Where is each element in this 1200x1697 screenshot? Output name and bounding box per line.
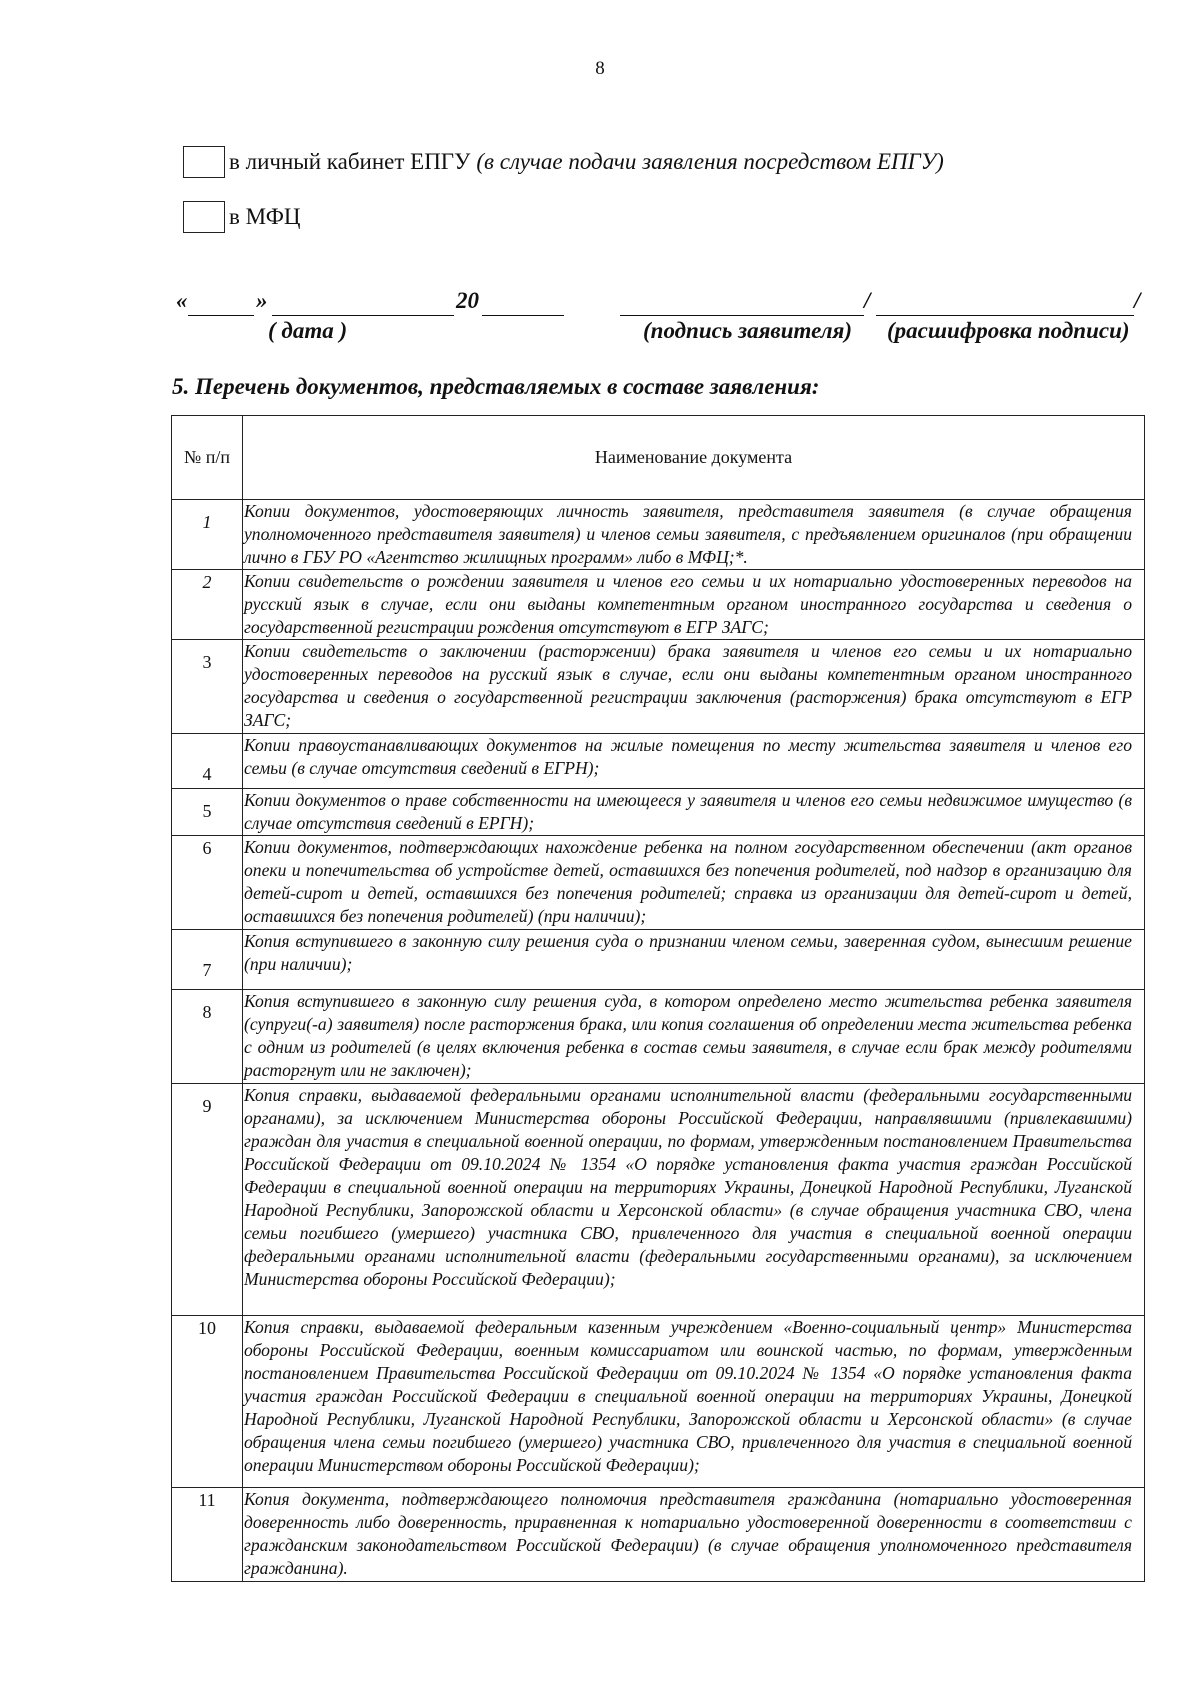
row-number: 10 (172, 1316, 243, 1488)
row-document-name: Копии свидетельств о рождении заявителя и членов его семьи и их нотариально удостоверенных переводов на русский язык в случае, если они выданы компетентным органом иностранного государства и сведения о государственной регистрации рождения отсутствуют в ЕГР ЗАГС; (243, 570, 1145, 640)
signature-field[interactable] (620, 291, 864, 316)
date-caption: ( дата ) (268, 318, 348, 343)
date-year-prefix: 20 (456, 288, 479, 313)
table-row (172, 836, 1145, 930)
table-row (172, 990, 1145, 1084)
table-row (172, 570, 1145, 640)
signature-slash: / (864, 288, 871, 313)
documents-table (171, 415, 1145, 1582)
row-number: 6 (172, 836, 243, 930)
date-day-field[interactable] (188, 291, 254, 316)
date-year-field[interactable] (482, 291, 564, 316)
table-row (172, 930, 1145, 990)
signature-end-slash: / (1134, 288, 1141, 313)
date-open-quote: « (176, 288, 188, 313)
signature-caption: (подпись заявителя) (643, 318, 853, 343)
row-document-name: Копия справки, выдаваемой федеральным казенным учреждением «Военно-социальный центр» Министерства обороны Российской Федерации, военным комиссариатом или воинской частью, по формам, утвержденным постановлением Правительства Российской Федерации от 09.10.2024 № 1354 «О порядке установления факта участия граждан Российской Федерации в специальной военной операции на территориях Украины, Донецкой Народной Республики, Луганской Народной Республики, Запорожской области и Херсонской области» (в случае обращения члена семьи погибшего (умершего) участника СВО, привлеченного для участия в специальной военной операции Министерством обороны Российской Федерации); (243, 1316, 1145, 1488)
table-row (172, 1084, 1145, 1316)
table-row (172, 640, 1145, 734)
option-epgu-label: в личный кабинет ЕПГУ (229, 149, 471, 174)
date-month-field[interactable] (272, 291, 454, 316)
row-number: 2 (172, 570, 243, 640)
checkbox-mfc[interactable] (183, 201, 225, 233)
row-number: 1 (172, 500, 243, 570)
header-num: № п/п (172, 416, 243, 500)
date-close-quote: » (256, 288, 268, 313)
decoding-caption: (расшифровка подписи) (887, 318, 1130, 343)
option-epgu-note: (в случае подачи заявления посредством ЕПГУ) (476, 149, 944, 174)
row-document-name: Копия документа, подтверждающего полномочия представителя гражданина (нотариально удостоверенная доверенность либо доверенность, приравненная к нотариально удостоверенной доверенности в соответствии с гражданским законодательством Российской Федерации) (в случае обращения уполномоченного представителя гражданина). (243, 1488, 1145, 1582)
table-row (172, 734, 1145, 789)
row-number: 8 (172, 990, 243, 1084)
row-document-name: Копии правоустанавливающих документов на жилые помещения по месту жительства заявителя и членов его семьи (в случае отсутствия сведений в ЕГРН); (243, 734, 1145, 789)
row-document-name: Копия вступившего в законную силу решения суда, в котором определено место жительства ребенка заявителя (супруги(-а) заявителя) после расторжения брака, или копия соглашения об определении места жительства ребенка с одним из родителей (в целях включения ребенка в состав семьи заявителя, в случае если брак между родителями расторгнут или не заключен); (243, 990, 1145, 1084)
header-name: Наименование документа (243, 416, 1145, 500)
row-document-name: Копии документов, удостоверяющих личность заявителя, представителя заявителя (в случае обращения уполномоченного представителя заявителя) и членов семьи заявителя, с предъявлением оригиналов (при обращении лично в ГБУ РО «Агентство жилищных программ» либо в МФЦ;*. (243, 500, 1145, 570)
page-number: 8 (595, 58, 605, 79)
row-document-name: Копии документов, подтверждающих нахождение ребенка на полном государственном обеспечении (акт органов опеки и попечительства об устройстве детей, оставшихся без попечения родителей, под надзор в организацию для детей-сирот и детей, оставшихся без попечения родителей; справка из организации для детей-сирот и детей, оставшихся без попечения родителей) (при наличии); (243, 836, 1145, 930)
row-number: 9 (172, 1084, 243, 1316)
table-row (172, 500, 1145, 570)
row-number: 4 (172, 734, 243, 789)
table-header-row (172, 416, 1145, 500)
option-epgu[interactable] (183, 146, 944, 178)
checkbox-epgu[interactable] (183, 146, 225, 178)
table-row (172, 1488, 1145, 1582)
row-number: 11 (172, 1488, 243, 1582)
option-mfc-label: в МФЦ (229, 204, 301, 229)
row-document-name: Копия справки, выдаваемой федеральными органами исполнительной власти (федеральными государственными органами), за исключением Министерства обороны Российской Федерации, направлявшими (привлекавшими) граждан для участия в специальной военной операции, по формам, утвержденным постановлением Правительства Российской Федерации от 09.10.2024 № 1354 «О порядке установления факта участия граждан Российской Федерации в специальной военной операции на территориях Украины, Донецкой Народной Республики, Луганской Народной Республики, Запорожской области и Херсонской области» (в случае обращения участника СВО, члена семьи погибшего (умершего) участника СВО, привлеченного для участия в специальной военной операции федеральными органами исполнительной власти (федеральными государственными органами), за исключением Министерства обороны Российской Федерации); (243, 1084, 1145, 1316)
table-row (172, 789, 1145, 836)
section-title: 5. Перечень документов, представляемых в составе заявления: (172, 374, 820, 399)
row-document-name: Копии свидетельств о заключении (расторжении) брака заявителя и членов его семьи и их нотариально удостоверенных переводов на русский язык в случае, если они выданы компетентным органом иностранного государства и сведения о государственной регистрации заключения (расторжения) брака отсутствуют в ЕГР ЗАГС; (243, 640, 1145, 734)
row-number: 7 (172, 930, 243, 990)
row-number: 3 (172, 640, 243, 734)
option-mfc[interactable] (183, 201, 301, 233)
row-document-name: Копии документов о праве собственности на имеющееся у заявителя и членов его семьи недвижимое имущество (в случае отсутствия сведений в ЕРГН); (243, 789, 1145, 836)
table-row (172, 1316, 1145, 1488)
signature-decoding-field[interactable] (876, 291, 1134, 316)
row-number: 5 (172, 789, 243, 836)
row-document-name: Копия вступившего в законную силу решения суда о признании членом семьи, заверенная судом, вынесшим решение (при наличии); (243, 930, 1145, 990)
